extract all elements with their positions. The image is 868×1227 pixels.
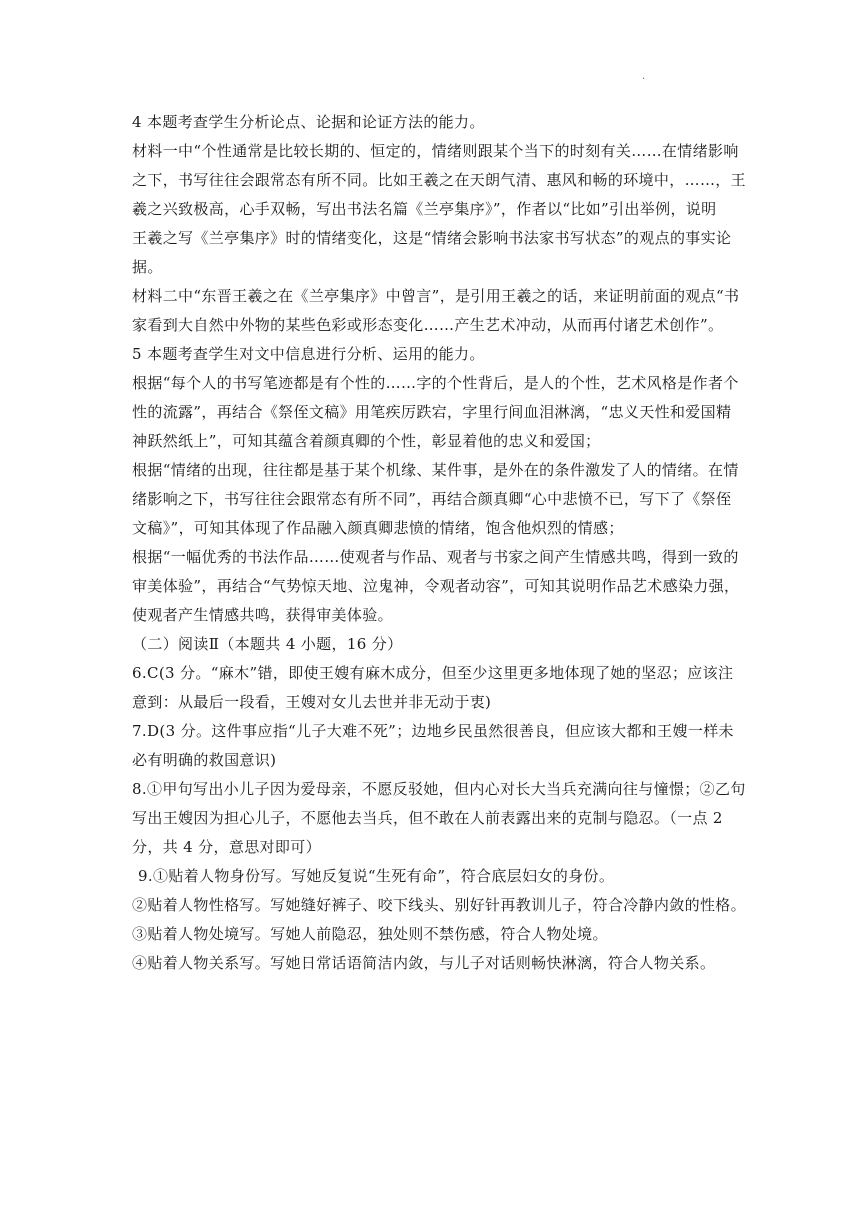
paragraph-line: 写出王嫂因为担心儿子，不愿他去当兵，但不敢在人前表露出来的克制与隐忍。（一点 2: [132, 809, 723, 827]
paragraph-line: 根据“每个人的书写笔迹都是有个性的……字的个性背后，是人的个性，艺术风格是作者个: [132, 374, 739, 392]
paragraph-line: 使观者产生情感共鸣，获得审美体验。: [132, 606, 393, 624]
paragraph-line: 王羲之写《兰亭集序》时的情绪变化，这是“情绪会影响书法家书写状态”的观点的事实论: [132, 229, 732, 247]
q6-answer: 6.C(3 分。“麻木”错，即使王嫂有麻木成分，但至少这里更多地体现了她的坚忍；应该注: [132, 664, 734, 682]
q4-heading: 4 本题考查学生分析论点、论据和论证方法的能力。: [132, 113, 485, 131]
q5-heading: 5 本题考查学生对文中信息进行分析、运用的能力。: [132, 345, 485, 363]
paragraph-line: 根据“情绪的出现，往往都是基于某个机缘、某件事，是外在的条件激发了人的情绪。在情: [132, 461, 739, 479]
paragraph-line: ③贴着人物处境写。写她人前隐忍，独处则不禁伤感，符合人物处境。: [132, 925, 608, 943]
paragraph-line: 材料一中“个性通常是比较长期的、恒定的，情绪则跟某个当下的时刻有关……在情绪影响: [132, 142, 739, 160]
paragraph-line: 根据“一幅优秀的书法作品……使观者与作品、观者与书家之间产生情感共鸣，得到一致的: [132, 548, 739, 566]
paragraph-line: 审美体验”，再结合“气势惊天地、泣鬼神，令观者动容”，可知其说明作品艺术感染力强，: [132, 577, 740, 595]
paragraph-line: 性的流露”，再结合《祭侄文稿》用笔疾厉跌宕，字里行间血泪淋漓，“忠义天性和爱国精: [132, 403, 732, 421]
paragraph-line: 文稿》”，可知其体现了作品融入颜真卿悲愤的情绪，饱含他炽烈的情感；: [132, 519, 624, 537]
paragraph-line: 绪影响之下，书写往往会跟常态有所不同”，再结合颜真卿“心中悲愤不已，写下了《祭侄: [132, 490, 732, 508]
paragraph-line: 之下，书写往往会跟常态有所不同。比如王羲之在天朗气清、惠风和畅的环境中，……，王: [132, 171, 747, 189]
paragraph-line: 材料二中“东晋王羲之在《兰亭集序》中曾言”，是引用王羲之的话，来证明前面的观点“书: [132, 287, 740, 305]
paragraph-line: 家看到大自然中外物的某些色彩或形态变化……产生艺术冲动，从而再付诸艺术创作”。: [132, 316, 724, 334]
page-marker: ·: [642, 74, 646, 85]
paragraph-line: ②贴着人物性格写。写她缝好裤子、咬下线头、别好针再教训儿子，符合冷静内敛的性格。: [132, 896, 747, 914]
paragraph-line: 羲之兴致极高，心手双畅，写出书法名篇《兰亭集序》”，作者以“比如”引出举例，说明: [132, 200, 717, 218]
q9-answer: 9.①贴着人物身份写。写她反复说“生死有命”，符合底层妇女的身份。: [138, 867, 615, 885]
paragraph-line: 意到：从最后一段看，王嫂对女儿去世并非无动于衷): [132, 693, 492, 711]
answer-text: [132, 108, 747, 978]
section-heading: （二）阅读Ⅱ（本题共 4 小题，16 分）: [132, 635, 403, 653]
q8-answer: 8.①甲句写出小儿子因为爱母亲，不愿反驳她，但内心对长大当兵充满向往与憧憬；②乙句: [132, 780, 746, 798]
paragraph-line: 据。: [132, 258, 163, 276]
paragraph-line: 分，共 4 分，意思对即可）: [132, 838, 321, 856]
paragraph-line: ④贴着人物关系写。写她日常话语简洁内敛，与儿子对话则畅快淋漓，符合人物关系。: [132, 954, 716, 972]
q7-answer: 7.D(3 分。这件事应指“儿子大难不死”；边地乡民虽然很善良，但应该大都和王嫂一样未: [132, 722, 734, 740]
paragraph-line: 必有明确的救国意识): [132, 751, 277, 769]
paragraph-line: 神跃然纸上”，可知其蕴含着颜真卿的个性，彰显着他的忠义和爱国；: [132, 432, 601, 450]
